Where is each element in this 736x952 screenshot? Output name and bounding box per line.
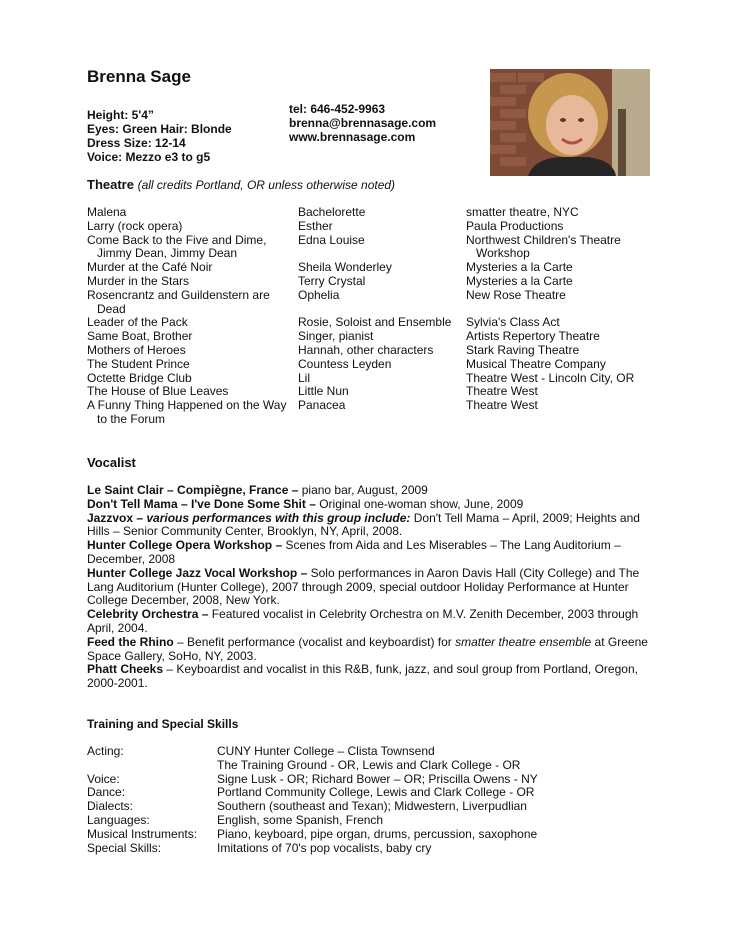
skill-value: CUNY Hunter College – Clista Townsend xyxy=(217,744,435,758)
credit-role: Hannah, other characters xyxy=(298,342,434,357)
website: www.brennasage.com xyxy=(289,130,416,144)
credit-row xyxy=(87,399,657,427)
credit-row xyxy=(87,234,657,262)
vocal-credit-title: Celebrity Orchestra – xyxy=(87,607,209,622)
credit-show: Leader of the Pack xyxy=(87,315,188,330)
vocal-credit xyxy=(87,539,652,567)
credit-role: Bachelorette xyxy=(298,205,366,219)
vocal-credit xyxy=(87,567,652,608)
credit-show: Murder in the Stars xyxy=(87,273,190,288)
credit-role: Little Nun xyxy=(298,384,349,399)
theatre-title: Theatre xyxy=(87,177,134,192)
credit-show: Rosencrantz and Guildenstern are Dead xyxy=(87,287,270,316)
credit-company: Theatre West xyxy=(466,384,538,399)
vocal-credit-detail: Scenes from Aida and Les Miserables – The Lang Auditorium – December, 2008 xyxy=(87,538,621,566)
credit-show: The House of Blue Leaves xyxy=(87,384,229,399)
skill-value: Southern (southeast and Texan); Midwestern, Liverpudlian xyxy=(217,799,527,814)
credit-row xyxy=(87,220,657,234)
credit-company: Artists Repertory Theatre xyxy=(466,329,600,344)
skill-value: The Training Ground - OR, Lewis and Clark College - OR xyxy=(217,757,521,772)
credit-role: Esther xyxy=(298,218,333,233)
credit-row xyxy=(87,372,657,386)
credit-company: Theatre West - Lincoln City, OR xyxy=(466,370,635,385)
height: Height: 5'4” xyxy=(87,108,154,122)
credit-row xyxy=(87,289,657,317)
vocal-credit xyxy=(87,636,652,664)
vocal-credit-emphasis: smatter theatre ensemble xyxy=(455,634,592,649)
credit-company: New Rose Theatre xyxy=(466,287,566,302)
skill-label: Musical Instruments: xyxy=(87,826,198,841)
skill-row xyxy=(87,759,538,773)
voice-range: Voice: Mezzo e3 to g5 xyxy=(87,150,211,164)
vocal-credit xyxy=(87,484,652,498)
credit-row xyxy=(87,330,657,344)
vocal-credit-title: Hunter College Jazz Vocal Workshop – xyxy=(87,565,308,580)
eyes-hair: Eyes: Green Hair: Blonde xyxy=(87,122,232,136)
credit-role: Panacea xyxy=(298,398,346,413)
skill-row xyxy=(87,800,538,814)
credit-company: Northwest Children's Theatre Workshop xyxy=(466,232,621,261)
skill-value: Portland Community College, Lewis and Clark College - OR xyxy=(217,785,535,800)
vocalist-credits xyxy=(87,484,652,691)
vocalist-heading: Vocalist xyxy=(87,455,136,470)
vocal-credit-detail: – Benefit performance (vocalist and keyboardist) for xyxy=(173,634,456,649)
credit-role: Singer, pianist xyxy=(298,329,374,344)
skill-label: Acting: xyxy=(87,744,124,758)
credit-show: Malena xyxy=(87,205,127,219)
credit-company: Mysteries a la Carte xyxy=(466,273,573,288)
vocal-credit-title: Feed the Rhino xyxy=(87,634,174,649)
skill-label: Languages: xyxy=(87,812,150,827)
credit-company: Sylvia's Class Act xyxy=(466,315,560,330)
skill-label: Voice: xyxy=(87,771,120,786)
credit-role: Lil xyxy=(298,370,311,385)
vocal-credit-detail: Featured vocalist in Celebrity Orchestra on M.V. Zenith December, 2003 through April, 2004. xyxy=(87,607,639,635)
vocal-credit xyxy=(87,608,652,636)
credit-show: Octette Bridge Club xyxy=(87,370,192,385)
vocal-credit xyxy=(87,663,652,691)
credit-company: Mysteries a la Carte xyxy=(466,260,573,275)
vocal-credit-title: Le Saint Clair – Compiègne, France – xyxy=(87,483,299,497)
skill-row xyxy=(87,773,538,787)
skill-value: Imitations of 70's pop vocalists, baby cry xyxy=(217,840,432,855)
credit-show: Murder at the Café Noir xyxy=(87,260,213,275)
credit-show: Mothers of Heroes xyxy=(87,342,186,357)
vocal-credit-title: Phatt Cheeks xyxy=(87,662,164,677)
credit-row xyxy=(87,316,657,330)
skill-value: Piano, keyboard, pipe organ, drums, percussion, saxophone xyxy=(217,826,538,841)
vocal-credit-detail-2: at Greene Space Gallery, SoHo, NY, 2003. xyxy=(87,634,648,663)
credit-role: Terry Crystal xyxy=(298,273,366,288)
theatre-note: (all credits Portland, OR unless otherwise noted) xyxy=(137,178,396,192)
credit-row xyxy=(87,275,657,289)
credit-row xyxy=(87,358,657,372)
theatre-credits-table xyxy=(87,206,657,427)
credit-role: Sheila Wonderley xyxy=(298,260,392,275)
skill-row xyxy=(87,842,538,856)
resume-name: Brenna Sage xyxy=(87,67,191,86)
skill-row xyxy=(87,745,538,759)
skill-row xyxy=(87,828,538,842)
vocal-credit-detail: Solo performances in Aaron Davis Hall (City College) and The Lang Auditorium (Hunter College), 2007 through 2009, special outdoor Holiday Performance at Hunter College December, 2008, New York. xyxy=(87,565,640,608)
email: brenna@brennasage.com xyxy=(289,116,437,130)
vocal-credit-title: Don't Tell Mama – I've Done Some Shit – xyxy=(87,496,316,511)
physical-stats xyxy=(87,108,232,164)
vocal-credit-detail: Original one-woman show, June, 2009 xyxy=(315,496,524,511)
vocal-credit xyxy=(87,498,652,512)
credit-show: Come Back to the Five and Dime, Jimmy Dean, Jimmy Dean xyxy=(87,232,267,261)
training-skills-table xyxy=(87,745,538,855)
credit-company: Theatre West xyxy=(466,398,538,413)
credit-row xyxy=(87,344,657,358)
credit-company: Musical Theatre Company xyxy=(466,356,606,371)
vocal-credit-detail: piano bar, August, 2009 xyxy=(298,483,428,497)
credit-role: Edna Louise xyxy=(298,232,365,247)
vocal-credit xyxy=(87,512,652,540)
credit-company: Paula Productions xyxy=(466,218,564,233)
vocal-credit-detail: Don't Tell Mama – April, 2009; Heights and Hills – Senior Community Center, Brooklyn, NY, April, 2008. xyxy=(87,510,640,539)
vocal-credit-title: Hunter College Opera Workshop – xyxy=(87,538,283,553)
credit-show: Same Boat, Brother xyxy=(87,329,193,344)
skill-label: Special Skills: xyxy=(87,840,162,855)
vocal-credit-detail: – Keyboardist and vocalist in this R&B, funk, jazz, and soul group from Portland, Oregon, 2000-2001. xyxy=(87,662,638,691)
skill-row xyxy=(87,786,538,800)
dress-size: Dress Size: 12-14 xyxy=(87,136,186,150)
credit-company: Stark Raving Theatre xyxy=(466,342,580,357)
credit-show: Larry (rock opera) xyxy=(87,218,183,233)
skill-value: English, some Spanish, French xyxy=(217,812,384,827)
credit-show: The Student Prince xyxy=(87,356,190,371)
skill-row xyxy=(87,814,538,828)
credit-role: Ophelia xyxy=(298,287,340,302)
phone: tel: 646-452-9963 xyxy=(289,102,386,116)
vocal-credit-title: Jazzvox xyxy=(87,510,134,525)
credit-show: A Funny Thing Happened on the Way to the Forum xyxy=(87,398,287,426)
headshot-photo xyxy=(490,69,650,176)
skill-label xyxy=(87,759,217,773)
credit-role: Countess Leyden xyxy=(298,356,392,371)
training-heading: Training and Special Skills xyxy=(87,717,239,731)
credit-row xyxy=(87,385,657,399)
credit-role: Rosie, Soloist and Ensemble xyxy=(298,315,452,330)
contact-info xyxy=(289,102,436,144)
credit-company: smatter theatre, NYC xyxy=(466,205,579,219)
skill-label: Dialects: xyxy=(87,799,134,814)
credit-row xyxy=(87,206,657,220)
vocal-credit-note: – various performances with this group include: xyxy=(133,510,411,525)
theatre-heading xyxy=(87,177,395,192)
skill-label: Dance: xyxy=(87,785,126,800)
skill-value: Signe Lusk - OR; Richard Bower – OR; Priscilla Owens - NY xyxy=(217,771,538,786)
credit-row xyxy=(87,261,657,275)
